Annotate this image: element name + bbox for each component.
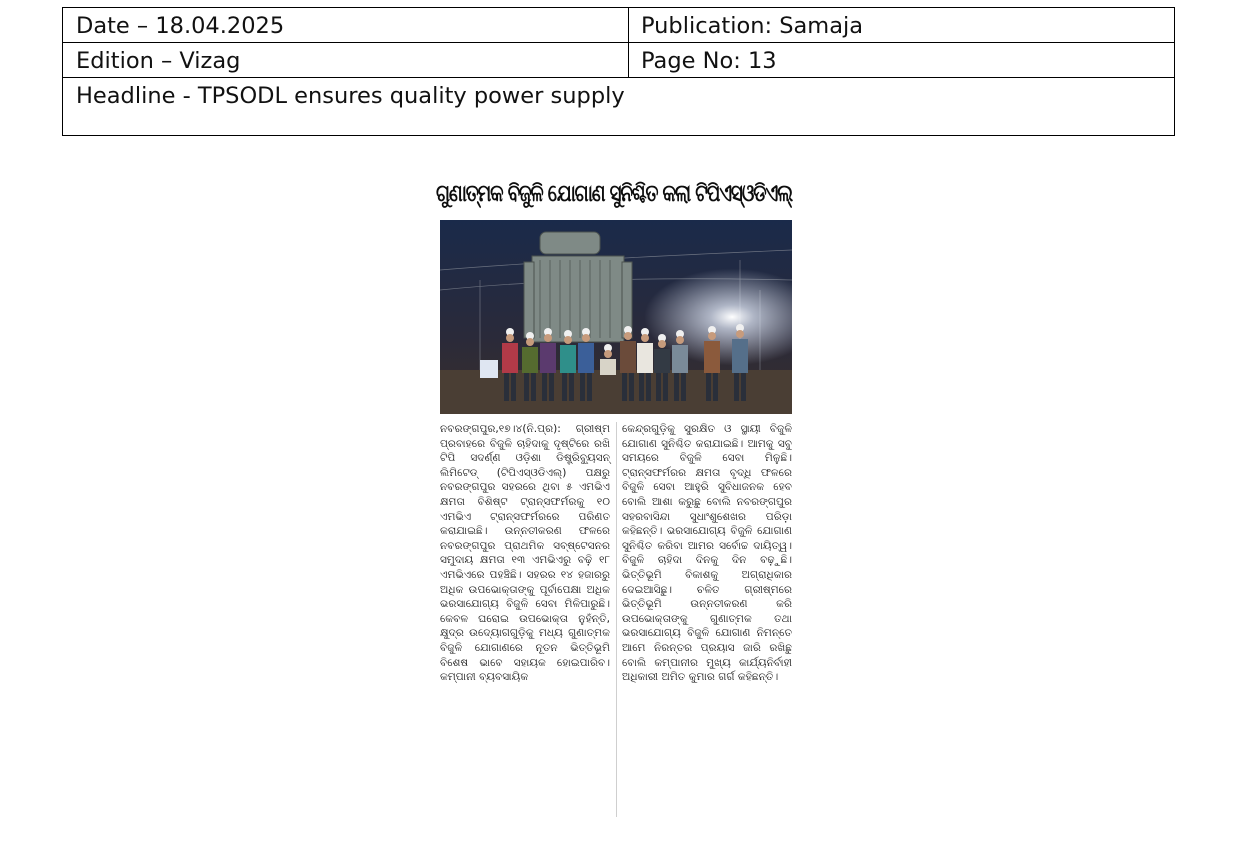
article-column-2: କେନ୍ଦ୍ରଗୁଡ଼ିକୁ ସୁରକ୍ଷିତ ଓ ସ୍ଥାୟୀ ବିଜୁଳି ଯୋଗାଣ ସୁନିଶ୍ଚିତ କରାଯାଇଛି। ଆମକୁ ସବୁ ସମୟରେ ବିଜୁଳି ସେବା ମିଳୁଛି। ଟ୍ରାନ୍ସଫର୍ମରର କ୍ଷମତା ବୃଦ୍ଧି ଫଳରେ ବିଜୁଳି ସେବା ଆହୁରି ସୁବିଧାଜନକ ହେବ ବୋଲି ଆଶା କରୁଛୁ ବୋଲି ନବରଙ୍ଗପୁର ସହରବାସିନ୍ଦା ସୁଧାଂଶୁଶେଖର ପରିଡ଼ା କହିଛନ୍ତି। ଭରସାଯୋଗ୍ୟ ବିଜୁଳି ଯୋଗାଣ ସୁନିଶ୍ଚିତ କରିବା ଆମର ସର୍ବୋଚ୍ଚ ଦାୟିତ୍ୱ। ବିଜୁଳି ଚାହିଦା ଦିନକୁ ଦିନ ବଢ଼ୁଛି। ଭିତ୍ତିଭୂମି ବିକାଶକୁ ଅଗ୍ରାଧିକାର ଦେଇଆସିଛୁ। ଚଳିତ ଗ୍ରୀଷ୍ମରେ ଭିତ୍ତିଭୂମି ଉନ୍ନତୀକରଣ କରି ଉପଭୋକ୍ତାଙ୍କୁ ଗୁଣାତ୍ମକ ତଥା ଭରସାଯୋଗ୍ୟ ବିଜୁଳି ଯୋଗାଣ ନିମନ୍ତେ ଆମେ ନିରନ୍ତର ପ୍ରୟାସ ଜାରି ରଖିଛୁ ବୋଲି କମ୍ପାନୀର ମୁଖ୍ୟ କାର୍ଯ୍ୟନିର୍ବାହୀ ଅଧିକାରୀ ଅମିତ କୁମାର ଗର୍ଗ କହିଛନ୍ତି। [622, 423, 792, 684]
page-number-cell: Page No: 13 [641, 48, 777, 74]
edition-cell: Edition – Vizag [63, 43, 629, 77]
article-title: ଗୁଣାତ୍ମକ ବିଜୁଳି ଯୋଗାଣ ସୁନିଶ୍ଚିତ କଲା ଟିପିଏସ୍‌ଓଡିଏଲ୍ [436, 179, 792, 207]
article-photo [440, 220, 792, 414]
info-row-2 [63, 43, 1174, 78]
substation-crew-photo [440, 220, 792, 414]
newspaper-clipping [436, 170, 794, 822]
publication-cell: Publication: Samaja [641, 13, 864, 39]
info-row-1 [63, 8, 1174, 43]
clipping-info-table [62, 7, 1175, 136]
article-column-1: ନବରଙ୍ଗପୁର,୧୭।୪(ନି.ପ୍ର): ଗ୍ରୀଷ୍ମ ପ୍ରବାହରେ ବିଜୁଳି ଚାହିଦାକୁ ଦୃଷ୍ଟିରେ ରଖି ଟିପି ସଦର୍ଣ୍ଣ ଓଡ଼ିଶା ଡିଷ୍ଟ୍ରିବ୍ୟୁସନ୍ ଲିମିଟେଡ୍ (ଟିପିଏସ୍‌ଓଡିଏଲ୍) ପକ୍ଷରୁ ନବରଙ୍ଗପୁର ସହରରେ ଥିବା ୫ ଏମଭିଏ କ୍ଷମତା ବିଶିଷ୍ଟ ଟ୍ରାନ୍ସଫର୍ମରକୁ ୧୦ ଏମଭିଏ ଟ୍ରାନ୍ସଫର୍ମରରେ ପରିଣତ କରାଯାଇଛି। ଉନ୍ନତୀକରଣ ଫଳରେ ନବରଙ୍ଗପୁର ପ୍ରାଥମିକ ସବ୍‌ଷ୍ଟେସନର ସମୁଦାୟ କ୍ଷମତା ୧୩ ଏମଭିଏରୁ ବଢ଼ି ୧୮ ଏମଭିଏରେ ପହଞ୍ଚିଛି। ସହରର ୧୪ ହଜାରରୁ ଅଧିକ ଉପଭୋକ୍ତାଙ୍କୁ ପୂର୍ବାପେକ୍ଷା ଅଧିକ ଭରସାଯୋଗ୍ୟ ବିଜୁଳି ସେବା ମିଳିପାରୁଛି। କେବଳ ଘରୋଇ ଉପଭୋକ୍ତା ନୁହଁନ୍ତି, କ୍ଷୁଦ୍ର ଉଦ୍ୟୋଗଗୁଡ଼ିକୁ ମଧ୍ୟ ଗୁଣାତ୍ମକ ବିଜୁଳି ଯୋଗାଣରେ ନୂତନ ଭିତ୍ତିଭୂମି ବିଶେଷ ଭାବେ ସହାୟକ ହୋଇପାରିବ। କମ୍ପାନୀ ବ୍ୟବସାୟିକ [440, 423, 610, 684]
column-divider [616, 422, 617, 817]
headline-cell: Headline - TPSODL ensures quality power supply [76, 83, 625, 109]
date-cell: Date – 18.04.2025 [63, 8, 629, 42]
